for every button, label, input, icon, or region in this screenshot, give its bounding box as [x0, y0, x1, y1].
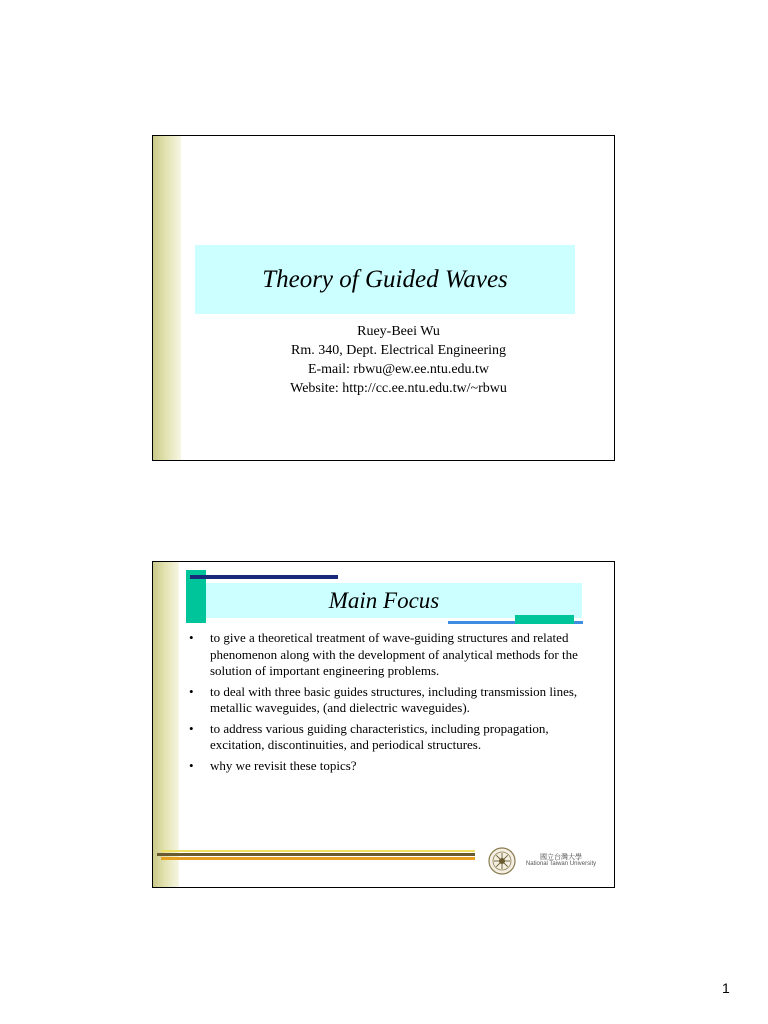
author-email: E-mail: rbwu@ew.ee.ntu.edu.tw [307, 362, 490, 377]
bullet-text: why we revisit these topics? [210, 757, 357, 773]
slide-1-side-stripe [153, 136, 181, 460]
list-item [180, 630, 590, 680]
slide-1 [152, 135, 615, 461]
bullet-text: to deal with three basic guides structures, including transmission lines, metallic waveguides, (and dielectric waveguides). [210, 683, 578, 715]
author-website: Website: http://cc.ee.ntu.edu.tw/~rbwu [290, 381, 507, 396]
author-office: Rm. 340, Dept. Electrical Engineering [291, 343, 506, 358]
list-item [180, 758, 590, 775]
bullet-list [180, 630, 590, 778]
footer-line-dark [157, 853, 475, 856]
university-name-english: National Taiwan University [525, 861, 597, 867]
bullet-text: to give a theoretical treatment of wave-guiding structures and related phenomenon along with the development of analytical methods for the solution of important engineering problems. [210, 630, 578, 678]
bullet-text: to address various guiding characteristics, including propagation, excitation, discontinuities, and periodical structures. [210, 720, 549, 752]
footer-line-orange [161, 857, 475, 860]
title-accent-navy-line [190, 575, 338, 579]
slide-1-title: Theory of Guided Waves [262, 265, 508, 293]
university-name-chinese: 國立台灣大學 [540, 853, 582, 861]
page-number: 1 [722, 980, 730, 996]
footer-line-yellow [161, 850, 475, 852]
list-item [180, 684, 590, 717]
slide-2-side-stripe [153, 562, 179, 887]
university-seal-icon [488, 847, 516, 875]
author-name: Ruey-Beei Wu [357, 324, 440, 339]
slide-1-title-box [195, 245, 575, 314]
slide-2-title: Main Focus [328, 588, 440, 613]
bullet-dot: • [189, 757, 194, 773]
bullet-dot: • [189, 630, 194, 645]
slide-1-author-block [181, 322, 615, 398]
bullet-dot: • [189, 720, 194, 736]
list-item [180, 721, 590, 754]
slide-2 [152, 561, 615, 888]
bullet-dot: • [189, 683, 194, 699]
